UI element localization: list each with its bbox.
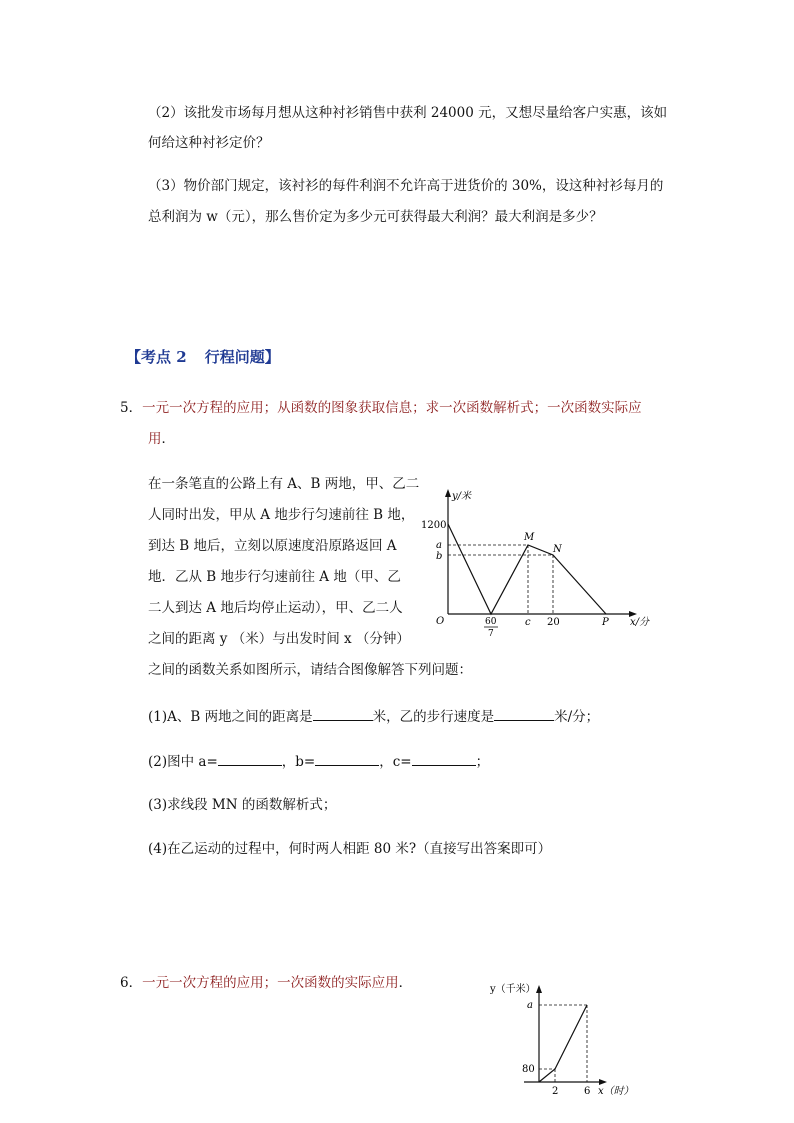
q5-x-P: P bbox=[602, 617, 609, 628]
q6-function-line bbox=[539, 1005, 587, 1082]
q5-body-line-1: 在一条笔直的公路上有 A、B 两地，甲、乙二 bbox=[148, 476, 420, 492]
q5-header-cont bbox=[148, 430, 175, 448]
q5-x-axis-label: x/分 bbox=[630, 617, 650, 628]
q6-y-axis-label: y（千米） bbox=[490, 984, 536, 995]
q5-number: 5． bbox=[120, 400, 143, 416]
q5-blank-a[interactable] bbox=[218, 751, 282, 766]
q5-origin: O bbox=[436, 616, 445, 627]
q5-body-line-2: 人同时出发，甲从 A 地步行匀速前往 B 地， bbox=[148, 507, 415, 523]
q5-body-line-6: 之间的距离 y （米）与出发时间 x （分钟） bbox=[148, 631, 410, 647]
q5-blank-c[interactable] bbox=[412, 751, 476, 766]
q6-header bbox=[120, 974, 412, 992]
q5-body-line-4: 地．乙从 B 地步行匀速前往 A 地（甲、乙 bbox=[148, 569, 401, 585]
q5-tag-line-2: 用 bbox=[148, 431, 162, 447]
q2-line-2: 何给这种衬衫定价？ bbox=[148, 135, 270, 151]
q5-sub1-b: 米，乙的步行速度是 bbox=[372, 709, 495, 725]
q6-tag: 一元一次方程的应用；一次函数的实际应用 bbox=[142, 975, 399, 991]
q6-y-a: a bbox=[527, 1000, 533, 1011]
q5-y-a: a bbox=[436, 540, 442, 551]
q3-line-1: （3）物价部门规定，该衬衫的每件利润不允许高于进货价的 30%，设这种衬衫每月的 bbox=[148, 178, 664, 194]
q6-x-6: 6 bbox=[584, 1086, 591, 1097]
q2-line-1: （2）该批发市场每月想从这种衬衫销售中获利 24000 元，又想尽量给客户实惠，该如 bbox=[148, 105, 668, 121]
q5-sub2 bbox=[148, 751, 489, 771]
q5-blank-b[interactable] bbox=[315, 751, 379, 766]
q5-blank-speed[interactable] bbox=[494, 706, 554, 721]
q6-y-arrow bbox=[536, 985, 542, 993]
q5-graph bbox=[418, 484, 658, 640]
q5-x-frac-num: 60 bbox=[485, 617, 497, 627]
q5-blank-distance[interactable] bbox=[313, 706, 373, 721]
q5-y-b: b bbox=[436, 551, 443, 562]
q5-y-arrow bbox=[445, 489, 451, 497]
section-label: 考点 2 bbox=[141, 348, 187, 366]
q5-sub4: (4)在乙运动的过程中，何时两人相距 80 米?（直接写出答案即可） bbox=[148, 841, 552, 857]
q3-line-2: 总利润为 w（元），那么售价定为多少元可获得最大利润？最大利润是多少？ bbox=[148, 209, 603, 225]
section-heading bbox=[126, 346, 280, 367]
q6-graph bbox=[484, 978, 644, 1098]
q5-y-axis-label: y/米 bbox=[452, 491, 472, 502]
q5-x-frac-den: 7 bbox=[488, 629, 494, 639]
q5-sub2-d: ； bbox=[475, 754, 490, 770]
q6-x-arrow bbox=[599, 1079, 607, 1085]
q5-sub1 bbox=[148, 706, 599, 726]
q5-x-c: c bbox=[525, 617, 531, 628]
q5-tag-line-1: 一元一次方程的应用；从函数的图象获取信息；求一次函数解析式；一次函数实际应 bbox=[142, 400, 642, 416]
q5-sub3: (3)求线段 MN 的函数解析式； bbox=[148, 797, 337, 813]
section-open-bracket: 【 bbox=[126, 348, 142, 366]
q6-tag-end: ． bbox=[398, 975, 413, 991]
q5-sub2-c: ，c= bbox=[379, 754, 412, 770]
q6-number: 6． bbox=[120, 975, 143, 991]
q5-point-N: N bbox=[553, 544, 562, 555]
section-title: 行程问题 bbox=[204, 348, 265, 366]
q5-sub1-c: 米/分； bbox=[554, 709, 600, 725]
q5-header bbox=[120, 399, 642, 417]
q5-body-line-7: 之间的函数关系如图所示，请结合图像解答下列问题： bbox=[148, 662, 472, 678]
q5-sub2-a: (2)图中 a= bbox=[148, 754, 218, 770]
q5-sub2-b: ，b= bbox=[281, 754, 316, 770]
q5-tag-end: ． bbox=[161, 431, 175, 447]
q5-y-1200: 1200 bbox=[421, 520, 447, 531]
q6-x-2: 2 bbox=[552, 1086, 559, 1097]
section-close-bracket: 】 bbox=[264, 348, 280, 366]
q5-x-20: 20 bbox=[547, 617, 560, 628]
q5-point-M: M bbox=[524, 532, 535, 543]
q6-y-80: 80 bbox=[522, 1064, 535, 1075]
q5-body-line-5: 二人到达 A 地后均停止运动），甲、乙二人 bbox=[148, 600, 403, 616]
q5-sub1-a: (1)A、B 两地之间的距离是 bbox=[148, 709, 313, 725]
q6-x-axis-label: x（时） bbox=[598, 1086, 634, 1097]
q5-body-line-3: 到达 B 地后，立刻以原速度沿原路返回 A bbox=[148, 538, 397, 554]
